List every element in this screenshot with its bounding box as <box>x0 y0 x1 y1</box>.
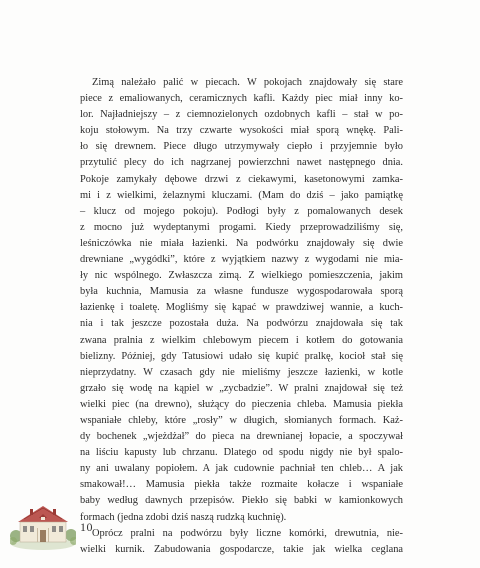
text-line: Zimą należało palić w piecach. W pokojach znajdowały się stare <box>92 77 403 88</box>
text-line: nieprzydatny. W czasach gdy nie mieliśmy jeszcze łazienki, w kotle <box>80 366 403 378</box>
page-number: 10 <box>80 520 93 534</box>
text-line: mi i z wielkimi, żelaznymi kluczami. (Mam do dziś – jako pamiątkę <box>80 189 403 201</box>
text-line: – klucz od mojego pokoju). Podłogi były z pomalowanych desek <box>80 205 403 217</box>
text-line: przytulić plecy do ich nagrzanej powierzchni nawet następnego dnia. <box>80 157 403 169</box>
text-line: ło się drewnem. Piece długo utrzymywały ciepło i przyjemnie było <box>80 141 403 153</box>
text-line: bielizny. Później, gdy Tatusiowi udało się kupić pralkę, kocioł stał się <box>80 350 403 362</box>
text-line: ny ani uwalany popiołem. A jak cudownie pachniał ten chleb… A jak <box>80 463 403 475</box>
text-line: łazienkę i toaletę. Mogliśmy się kąpać w prawdziwej wannie, a kuch- <box>80 302 403 314</box>
text-line: z mocno już wydeptanymi progami. Kiedy przeprowadziliśmy się, <box>80 221 403 233</box>
text-line: piece z emaliowanych, ceramicznych kafli. Każdy piec miał inny ko- <box>80 93 403 105</box>
text-line: ły nic wspólnego. Zwłaszcza zimą. Z wielkiego pomieszczenia, jakim <box>80 270 403 282</box>
paragraph-1 <box>80 75 403 526</box>
text-line: grzało się wodę na kąpiel w „zycbadzie”. W pralni znajdował się też <box>80 382 403 394</box>
text-line: wielki kurnik. Zabudowania gospodarcze, takie jak wielka ceglana <box>80 543 403 555</box>
text-line: wielki piec (na drewno), służący do pieczenia chleba. Mamusia piekła <box>80 398 403 410</box>
text-line: Oprócz pralni na podwórzu były liczne komórki, drewutnia, nie- <box>92 527 403 539</box>
text-line: Pokoje zamykały dębowe drzwi z ciekawymi, kasetonowymi zamka- <box>80 173 403 185</box>
body-text <box>80 75 403 558</box>
text-line: leśniczówka nie miała łazienki. Na podwórku znajdowały się dwie <box>80 237 403 249</box>
manor-house-watercolor-icon <box>10 500 76 550</box>
text-line: wspaniałe chleby, które „rosły” w długich, słomianych formach. Każ- <box>80 414 403 426</box>
text-line: drewniane „wygódki”, które z wyjątkiem nazwy z wygodami nie mia- <box>80 254 403 266</box>
text-line: baby według dawnych przepisów. Piekło się babki w kamionkowych <box>80 495 403 507</box>
text-line: koju stołowym. Na trzy czwarte wysokości miał sporą wnękę. Pali- <box>80 125 403 137</box>
paragraph-2 <box>80 526 403 558</box>
text-line: smakował!… Mamusia piekła także rozmaite kołacze i wspaniałe <box>80 479 403 491</box>
text-line: zwana pralnia z wielkim chlebowym piecem i kotłem do gotowania <box>80 334 403 346</box>
text-line: lor. Najładniejszy – z ciemnozielonych ozdobnych kafli – stał w po- <box>80 109 403 121</box>
text-line: była kuchnia, Mamusia za własne fundusze wygospodarowała sporą <box>80 286 403 298</box>
text-line: nia i tak jeszcze pozostała duża. Na podwórzu znajdowała się tak <box>80 318 403 330</box>
text-line: na liściu kapusty lub chrzanu. Dlatego od spodu nigdy nie był spalo- <box>80 447 403 459</box>
text-line: formach (jedna zdobi dziś naszą rudzką kuchnię). <box>80 511 287 523</box>
text-line: dy bochenek „wjeżdżał” do pieca na drewnianej łopacie, a spoczywał <box>80 431 403 443</box>
